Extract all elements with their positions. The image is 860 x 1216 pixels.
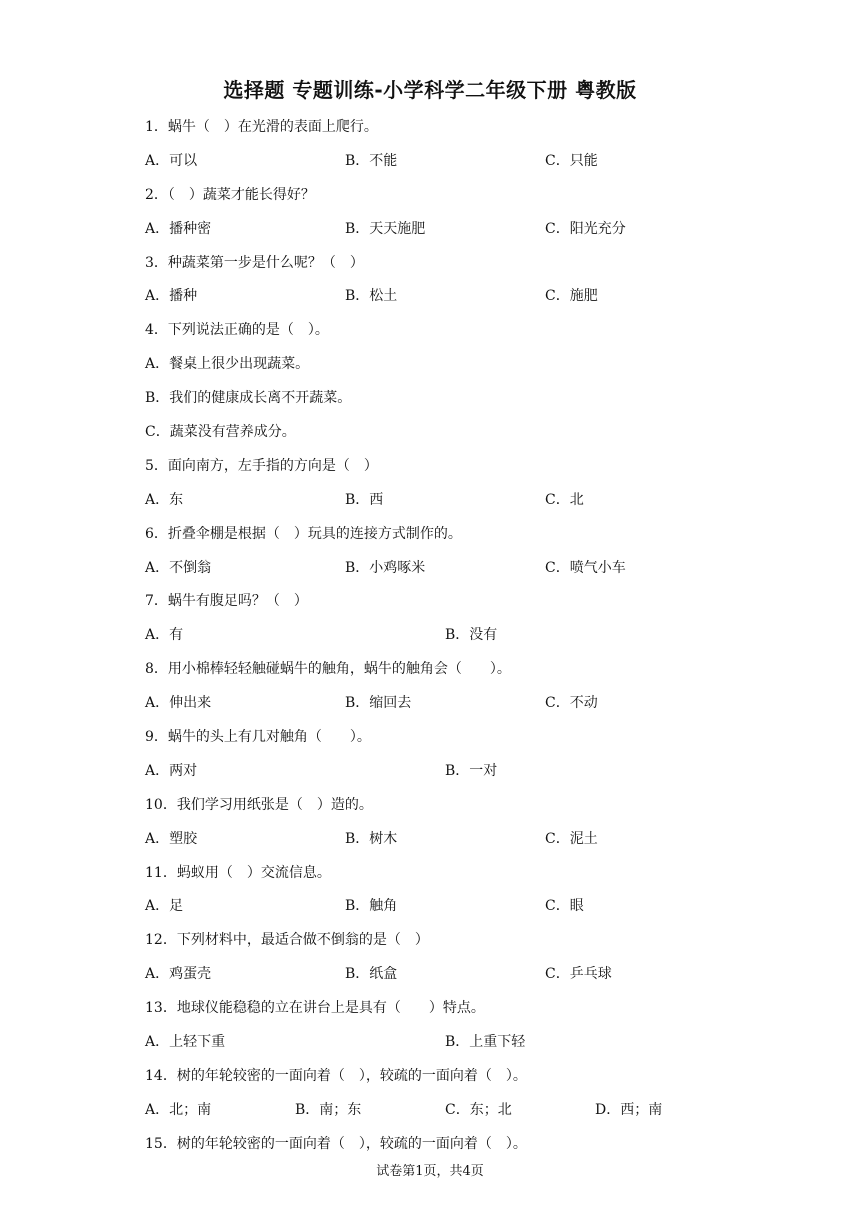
- answer-option[interactable]: B．不能: [345, 152, 398, 169]
- answer-option[interactable]: B．天天施肥: [345, 220, 426, 237]
- answer-option[interactable]: A．北；南: [145, 1101, 212, 1118]
- answer-option[interactable]: A．鸡蛋壳: [145, 966, 212, 983]
- answer-option[interactable]: B．松土: [345, 288, 398, 305]
- options-row: [0, 621, 860, 655]
- options-row: [0, 147, 860, 181]
- options-row: [0, 486, 860, 520]
- answer-option[interactable]: C．蔬菜没有营养成分。: [145, 424, 296, 441]
- page-footer: 试卷第1页，共4页: [376, 1164, 484, 1179]
- question-stem: 1．蜗牛（ ）在光滑的表面上爬行。: [145, 119, 378, 135]
- answer-option[interactable]: B．小鸡啄米: [345, 559, 426, 576]
- options-row: [0, 689, 860, 723]
- answer-option[interactable]: B．上重下轻: [445, 1034, 526, 1051]
- answer-option[interactable]: C．东；北: [445, 1101, 512, 1118]
- answer-option[interactable]: C．喷气小车: [545, 559, 626, 576]
- answer-option[interactable]: D．西；南: [595, 1101, 663, 1118]
- answer-option[interactable]: A．播种: [145, 288, 198, 305]
- answer-option[interactable]: A．播种密: [145, 220, 212, 237]
- question-stem: 10．我们学习用纸张是（ ）造的。: [145, 796, 373, 813]
- question-stem: 11．蚂蚁用（ ）交流信息。: [145, 864, 331, 881]
- answer-option[interactable]: B．我们的健康成长离不开蔬菜。: [145, 390, 352, 407]
- answer-option[interactable]: A．伸出来: [145, 695, 212, 712]
- answer-option[interactable]: C．施肥: [545, 288, 598, 305]
- answer-option[interactable]: C．泥土: [545, 830, 598, 847]
- answer-option[interactable]: B．西: [345, 491, 384, 508]
- options-row: [0, 1096, 860, 1130]
- answer-option[interactable]: A．足: [145, 898, 184, 915]
- options-row: [0, 215, 860, 249]
- question-stem: 14．树的年轮较密的一面向着（ ），较疏的一面向着（ ）。: [145, 1067, 527, 1084]
- answer-option[interactable]: A．东: [145, 491, 184, 508]
- answer-option[interactable]: B．没有: [445, 627, 498, 644]
- document-title: 选择题 专题训练-小学科学二年级下册 粤教版: [223, 78, 637, 102]
- answer-option[interactable]: B．触角: [345, 898, 398, 915]
- answer-option[interactable]: A．不倒翁: [145, 559, 212, 576]
- options-row: [0, 757, 860, 791]
- question-stem: 5．面向南方，左手指的方向是（ ）: [145, 457, 378, 474]
- answer-option[interactable]: A．餐桌上很少出现蔬菜。: [145, 356, 310, 373]
- answer-option[interactable]: C．北: [545, 491, 584, 508]
- answer-option[interactable]: B．一对: [445, 762, 498, 779]
- answer-option[interactable]: A．上轻下重: [145, 1034, 226, 1051]
- answer-option[interactable]: C．阳光充分: [545, 220, 626, 237]
- answer-option[interactable]: A．塑胶: [145, 830, 198, 847]
- options-row: [0, 892, 860, 926]
- answer-option[interactable]: A．两对: [145, 762, 198, 779]
- question-stem: 6．折叠伞棚是根据（ ）玩具的连接方式制作的。: [145, 525, 462, 542]
- answer-option[interactable]: B．纸盒: [345, 966, 398, 983]
- question-stem: 8．用小棉棒轻轻触碰蜗牛的触角，蜗牛的触角会（ ）。: [145, 661, 511, 678]
- answer-option[interactable]: C．眼: [545, 898, 584, 915]
- question-stem: 4．下列说法正确的是（ ）。: [145, 322, 329, 339]
- question-stem: 13．地球仪能稳稳的立在讲台上是具有（ ）特点。: [145, 1000, 485, 1017]
- answer-option[interactable]: C．只能: [545, 152, 598, 169]
- answer-option[interactable]: B．缩回去: [345, 695, 412, 712]
- question-list: [0, 113, 860, 1164]
- options-row: [0, 554, 860, 588]
- options-row: [0, 960, 860, 994]
- answer-option[interactable]: B．南；东: [295, 1101, 362, 1118]
- question-stem: 3．种蔬菜第一步是什么呢？（ ）: [145, 254, 364, 271]
- options-row: [0, 282, 860, 316]
- options-row: [0, 1028, 860, 1062]
- answer-option[interactable]: C．不动: [545, 695, 598, 712]
- answer-option[interactable]: A．有: [145, 627, 184, 644]
- options-row: [0, 825, 860, 859]
- answer-option[interactable]: C．乒乓球: [545, 966, 612, 983]
- question-stem: 2．（ ）蔬菜才能长得好？: [145, 186, 315, 203]
- question-stem: 9．蜗牛的头上有几对触角（ ）。: [145, 729, 371, 746]
- question-stem: 15．树的年轮较密的一面向着（ ），较疏的一面向着（ ）。: [145, 1135, 527, 1152]
- answer-option[interactable]: B．树木: [345, 830, 398, 847]
- question-stem: 7．蜗牛有腹足吗？（ ）: [145, 593, 308, 610]
- answer-option[interactable]: A．可以: [145, 152, 198, 169]
- question-stem: 12．下列材料中，最适合做不倒翁的是（ ）: [145, 932, 429, 949]
